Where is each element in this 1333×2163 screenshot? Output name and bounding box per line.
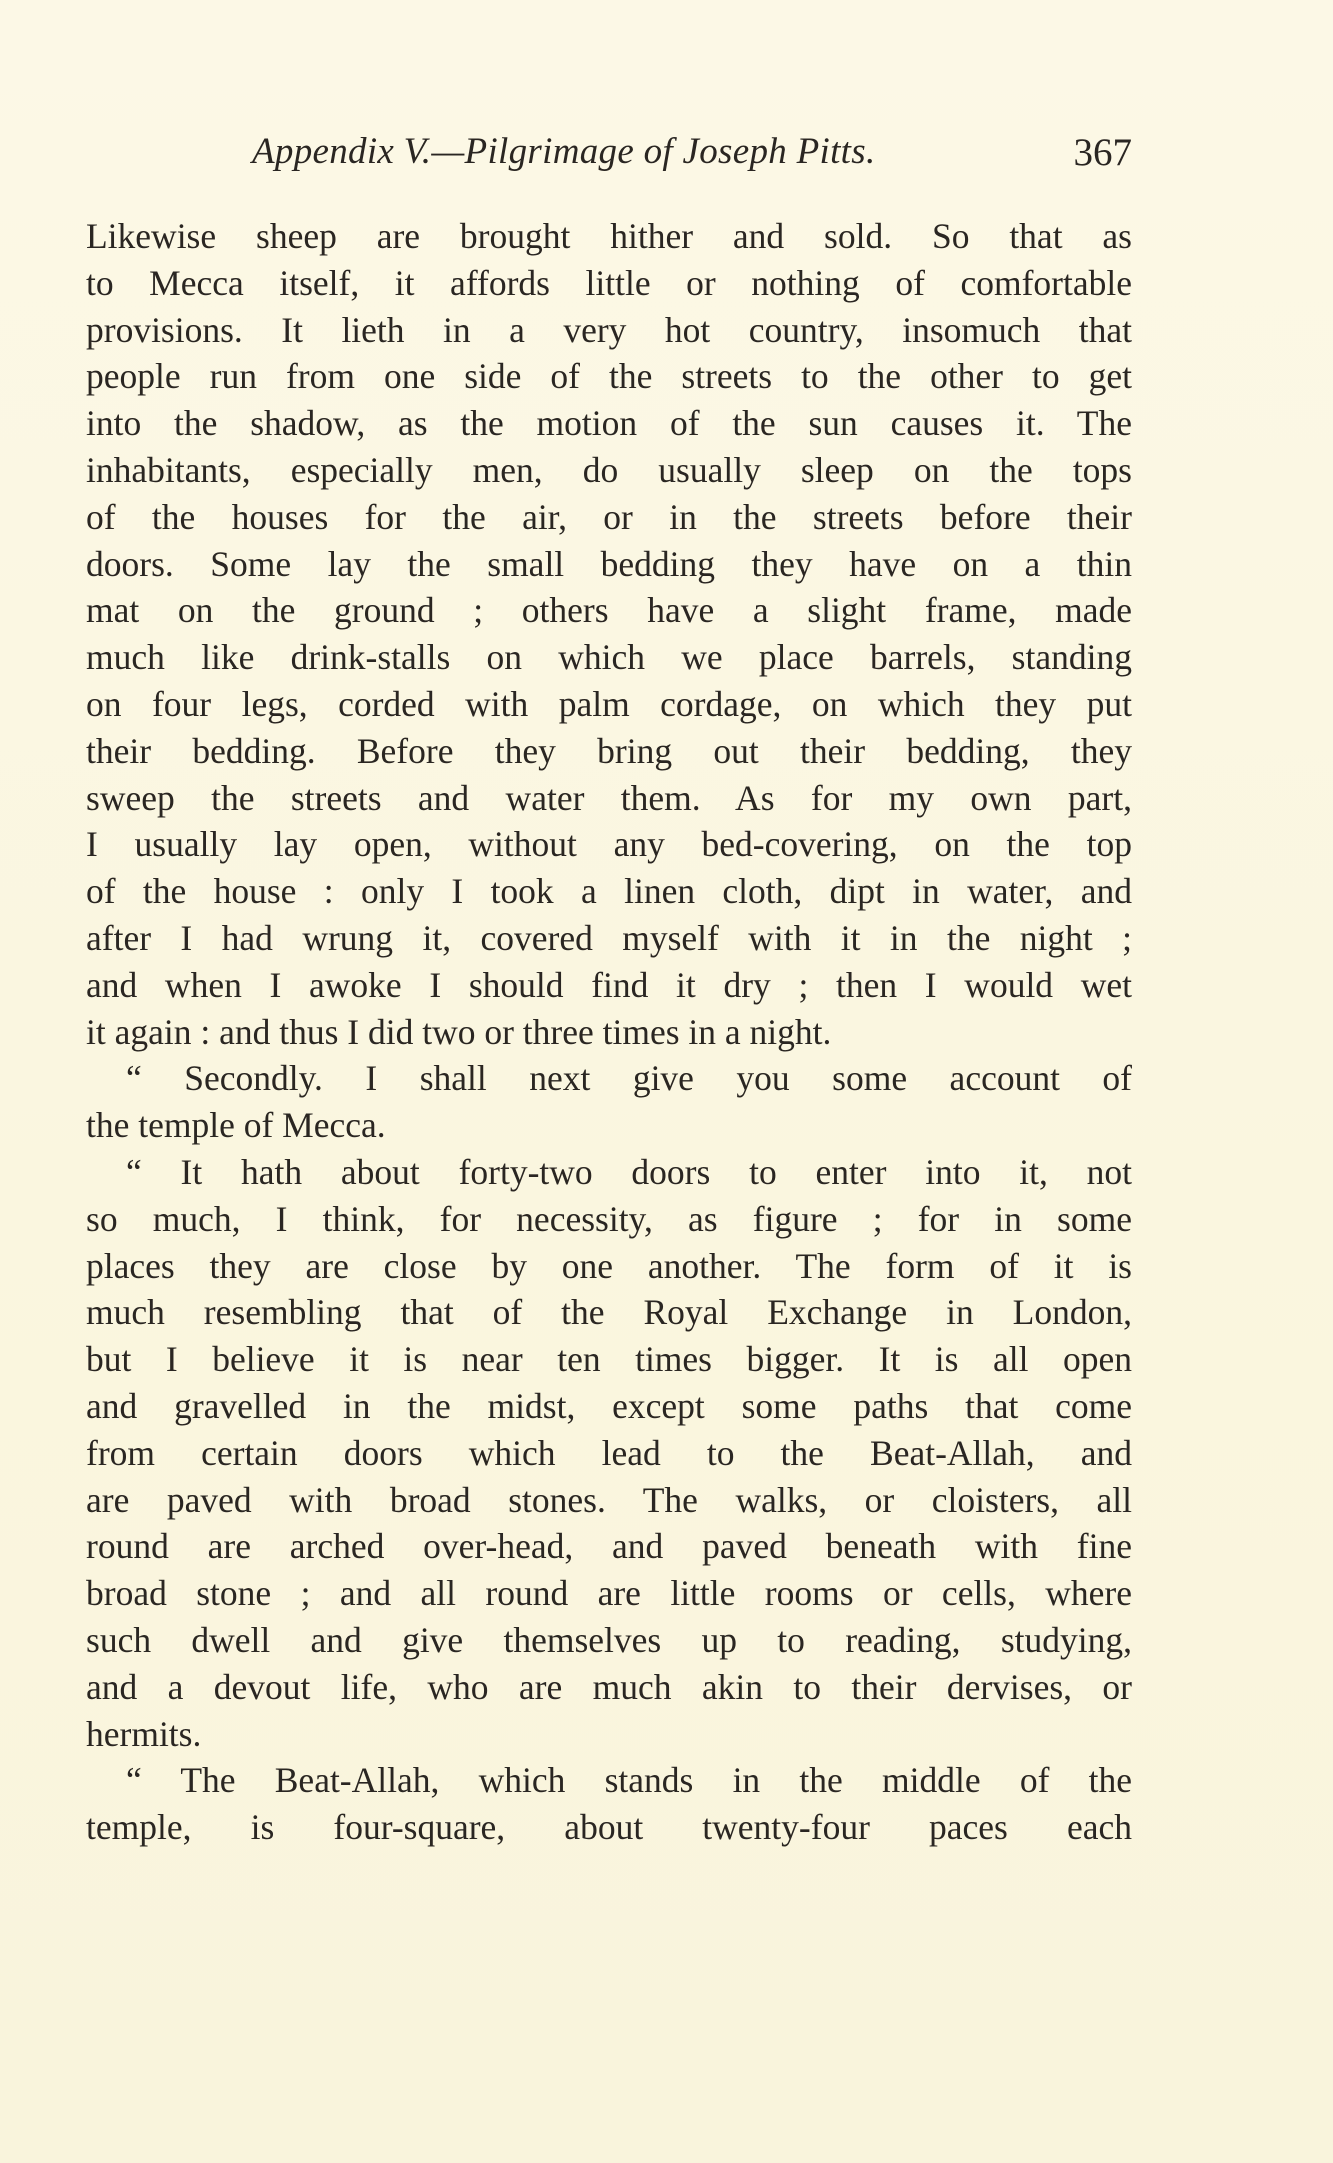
- text-line: to Mecca itself, it affords little or nothing of comfortable: [86, 262, 1132, 303]
- text-line: much resembling that of the Royal Exchange in London,: [86, 1292, 1132, 1333]
- text-line: “ Secondly. I shall next give you some account of: [126, 1058, 1132, 1099]
- text-line: of the house : only I took a linen cloth, dipt in water, and: [86, 871, 1132, 912]
- text-line: and a devout life, who are much akin to their dervises, or: [86, 1666, 1132, 1707]
- page-number: 367: [1073, 131, 1132, 174]
- text-line: on four legs, corded with palm cordage, on which they put: [86, 683, 1132, 724]
- body-text: [86, 213, 1132, 1851]
- text-line: such dwell and give themselves up to reading, studying,: [86, 1619, 1132, 1660]
- text-line: I usually lay open, without any bed-covering, on the top: [86, 824, 1132, 865]
- text-line: it again : and thus I did two or three times in a night.: [86, 1011, 832, 1052]
- text-line: much like drink-stalls on which we place barrels, standing: [86, 637, 1132, 678]
- text-line: temple, is four-square, about twenty-four paces each: [86, 1807, 1132, 1848]
- text-line: “ It hath about forty-two doors to enter into it, not: [126, 1151, 1132, 1192]
- text-line: and when I awoke I should find it dry ; then I would wet: [86, 964, 1132, 1005]
- text-line: broad stone ; and all round are little rooms or cells, where: [86, 1573, 1132, 1614]
- text-line: places they are close by one another. The form of it is: [86, 1245, 1132, 1286]
- text-line: Likewise sheep are brought hither and sold. So that as: [86, 216, 1132, 256]
- text-line: mat on the ground ; others have a slight frame, made: [86, 590, 1132, 631]
- text-line: into the shadow, as the motion of the sun causes it. The: [86, 403, 1132, 444]
- text-line: so much, I think, for necessity, as figure ; for in some: [86, 1198, 1132, 1239]
- text-line: round are arched over-head, and paved beneath with fine: [86, 1526, 1132, 1567]
- text-line: after I had wrung it, covered myself with it in the night ;: [86, 917, 1132, 958]
- page-header: [86, 130, 1132, 180]
- text-line: the temple of Mecca.: [86, 1105, 386, 1146]
- text-line: inhabitants, especially men, do usually sleep on the tops: [86, 449, 1132, 490]
- text-line: are paved with broad stones. The walks, or cloisters, all: [86, 1479, 1132, 1520]
- running-head: Appendix V.—Pilgrimage of Joseph Pitts.: [252, 131, 876, 172]
- text-line: from certain doors which lead to the Beat-Allah, and: [86, 1432, 1132, 1473]
- text-line: provisions. It lieth in a very hot country, insomuch that: [86, 309, 1132, 350]
- text-line: people run from one side of the streets to the other to get: [86, 356, 1132, 397]
- text-line: but I believe it is near ten times bigger. It is all open: [86, 1339, 1132, 1380]
- text-line: sweep the streets and water them. As for my own part,: [86, 777, 1132, 818]
- text-line: and gravelled in the midst, except some paths that come: [86, 1385, 1132, 1426]
- text-line: “ The Beat-Allah, which stands in the middle of the: [126, 1760, 1132, 1801]
- text-line: of the houses for the air, or in the streets before their: [86, 496, 1132, 537]
- text-line: hermits.: [86, 1713, 202, 1754]
- text-line: their bedding. Before they bring out their bedding, they: [86, 730, 1132, 771]
- text-line: doors. Some lay the small bedding they have on a thin: [86, 543, 1132, 584]
